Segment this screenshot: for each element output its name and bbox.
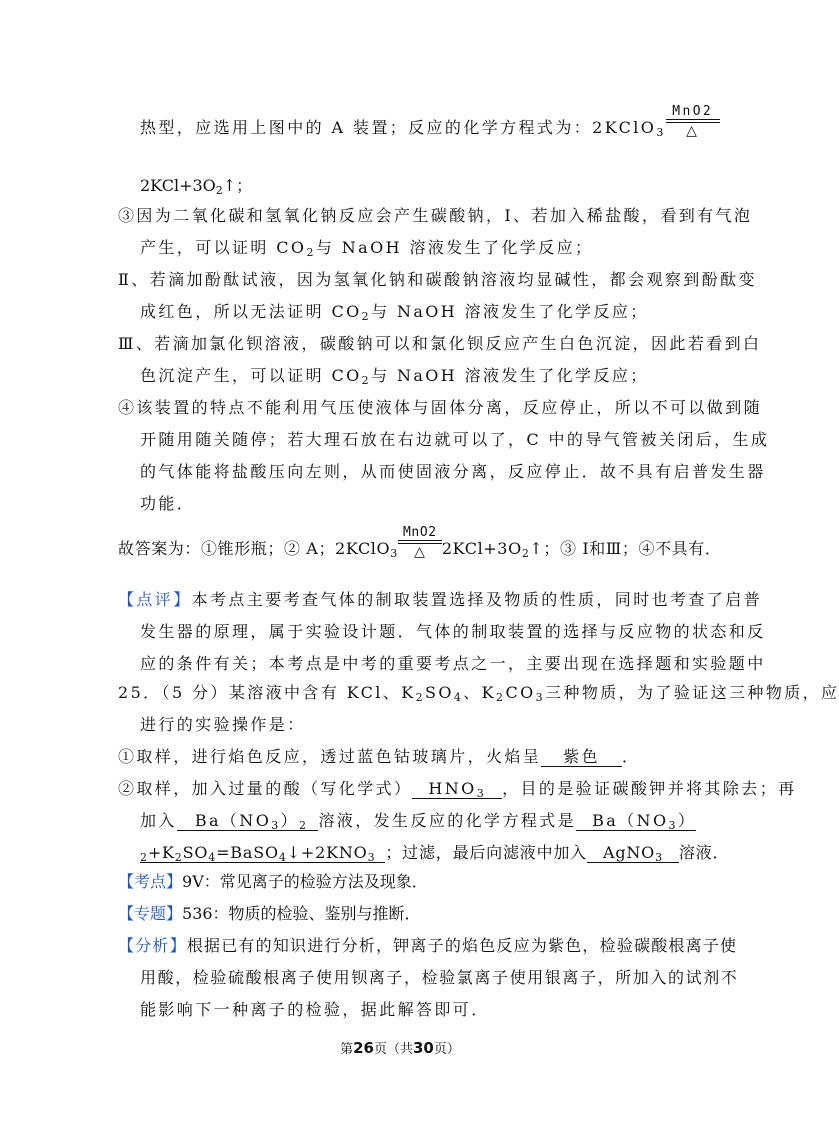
analysis-line: 能影响下一种离子的检验，据此解答即可． [140,1000,490,1019]
analysis-line: 用酸，检验硫酸根离子使用钡离子，检验氯离子使用银离子，所加入的试剂不 [140,968,739,987]
answer-blank: $HNO_3$ [412,780,502,799]
analysis-line: 【分析】根据已有的知识进行分析，钾离子的焰色反应为紫色，检验碳酸根离子使 [118,936,738,955]
comment-line: 【点评】本考点主要考查气体的制取装置选择及物质的性质，同时也考查了启普 [118,590,763,609]
text-line: Ⅱ、若滴加酚酞试液，因为氢氧化钠和碳酸钠溶液均显碱性，都会观察到酚酞变 [118,270,757,289]
reaction-condition: MnO2 △ [666,105,720,139]
kaodian-line: 【考点】9V：常见离子的检验方法及现象． [118,872,428,891]
question-line: $_2+K_2SO_4=BaSO_4↓+2KNO_3$ ；过滤，最后向滤液中加入 AgNO$_3$ 溶液． [140,843,730,864]
question-line: 进行的实验操作是： [140,715,306,734]
reaction-condition: MnO2 △ [398,526,442,560]
comment-line: 应的条件有关；本考点是中考的重要考点之一，主要出现在选择题和实验题中 [140,654,766,673]
text-line: ③因为二氧化碳和氢氧化钠反应会产生碳酸钠，Ⅰ、若加入稀盐酸，看到有气泡 [118,206,753,225]
text-line: $2KCl+3O_2↑$； [140,176,253,197]
comment-label: 【点评】 [118,590,192,609]
text-line: 热型，应选用上图中的 A 装置；反应的化学方程式为：2KClO$_3$ MnO2 △ [140,118,720,139]
answer-blank: AgNO$_3$ [587,844,679,863]
comment-line: 发生器的原理，属于实验设计题．气体的制取装置的选择与反应物的状态和反 [140,622,766,641]
kaodian-label: 【考点】 [118,872,183,891]
text-line: Ⅲ、若滴加氯化钡溶液，碳酸钠可以和氯化钡反应产生白色沉淀，因此若看到白 [118,334,762,353]
text-line: 色沉淀产生，可以证明 $CO_2$与 NaOH 溶液发生了化学反应； [140,366,649,387]
zhuanti-line: 【专题】536：物质的检验、鉴别与推断． [118,904,421,923]
answer-line: 故答案为：①锥形瓶；② A；2KClO$_3$ MnO2 △ $2KCl+3O_2↑$；③ Ⅰ和Ⅲ；④不具有． [118,524,722,560]
question-line: 加入 $Ba(NO_3)_2$ 溶液，发生反应的化学方程式是 $Ba(NO_3)$ [140,811,697,832]
total-pages: 30 [413,1039,434,1057]
question-line: ②取样，加入过量的酸（写化学式） $HNO_3$ ，目的是验证碳酸钾并将其除去；再 [118,779,797,800]
question-line: 25．（5 分）某溶液中含有 KCl、$K_2SO_4$、$K_2CO_3$三种物质，为了验证这三种物质，应 [118,683,839,704]
answer-blank: 紫色 [541,748,622,767]
page-footer: 第26页（共30页） [340,1039,460,1057]
zhuanti-label: 【专题】 [118,904,183,923]
question-line: ①取样，进行焰色反应，透过蓝色钴玻璃片，火焰呈 紫色 ． [118,747,641,766]
text-line: 功能． [140,494,196,513]
text-line: 开随用随关随停；若大理石放在右边就可以了，C 中的导气管被关闭后，生成 [140,430,770,449]
text-line: 成红色，所以无法证明 $CO_2$与 NaOH 溶液发生了化学反应； [140,302,649,323]
answer-blank: $Ba(NO_3)_2$ [177,812,319,831]
equation-blank: $Ba(NO_3)$ [576,812,696,831]
equation-blank: $_2+K_2SO_4=BaSO_4↓+2KNO_3$ [140,844,385,863]
text-line: 的气体能将盐酸压向左则，从而使固液分离，反应停止．故不具有启普发生器 [140,462,766,481]
text-line: ④该装置的特点不能利用气压使液体与固体分离，反应停止，所以不可以做到随 [118,398,763,417]
page-number: 26 [353,1039,374,1057]
text-line: 产生，可以证明 $CO_2$与 NaOH 溶液发生了化学反应； [140,238,594,259]
analysis-label: 【分析】 [118,936,187,955]
